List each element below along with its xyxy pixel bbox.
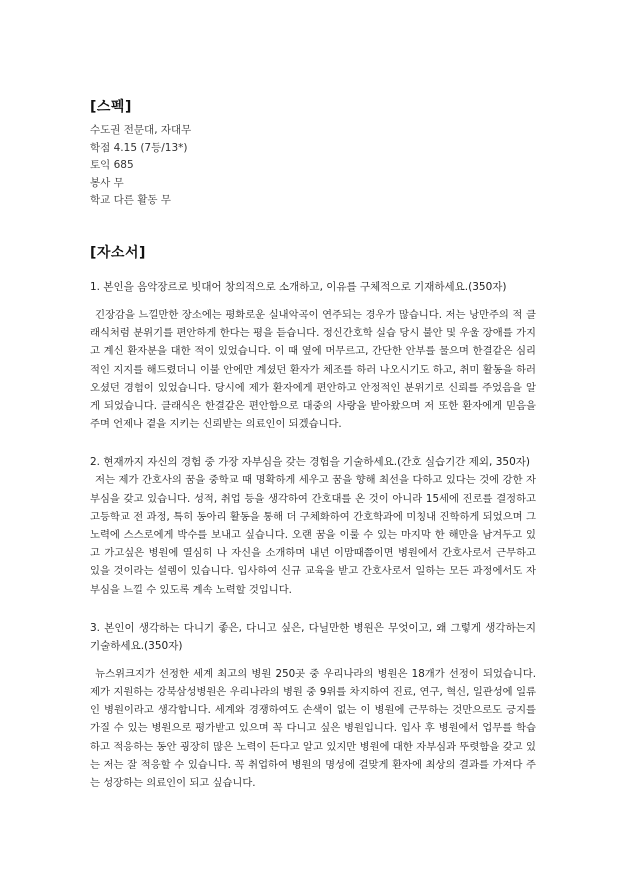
essay-question: 2. 현재까지 자신의 경험 중 가장 자부심을 갖는 경험을 기술하세요.(간호 실습기간 제외, 350자)	[90, 456, 530, 469]
essay-heading: [자소서]	[90, 244, 146, 261]
essay-answer: 저는 제가 간호사의 꿈을 중학교 때 명확하게 세우고 꿈을 향해 최선을 다하고 있다는 것에 강한 자부심을 갖고 있습니다. 성적, 취업 등을 생각하여 간호대를 온 것이 아니라 15세에 진로를 결정하고 고등학교 전 과정, 특히 동아리 활동을 통해 더 구체화하여 간호학과에 미칭내 진학하게 되었으며 그 노력에 스스로에게 박수를 보내고 싶습니다. 오랜 꿈을 이룰 수 있는 마지막 한 해만을 남겨두고 있고 가고싶은 병원에 열심히 나 자신을 소개하며 내년 이맘때쯤이면 병원에서 간호사로서 근무하고 있을 것이라는 설렘이 있습니다. 입사하여 신규 교육을 받고 간호사로서 일하는 모든 과정에서도 자부심을 느낄 수 있도록 계속 노력할 것입니다.	[90, 474, 536, 596]
document-body	[90, 96, 536, 792]
essay-item-2	[90, 453, 536, 598]
spec-gpa: 학점 4.15 (7등/13*)	[90, 141, 188, 154]
essay-answer: 긴장감을 느낄만한 장소에는 평화로운 실내악곡이 연주되는 경우가 많습니다. 저는 낭만주의 적 클래식처럼 분위기를 편안하게 한다는 평을 듣습니다. 정신간호학 실습 당시 불안 및 우울 장애를 가지고 계신 환자분을 대한 적이 있었습니다. 이 때 옆에 머무르고, 간단한 안부를 물으며 한결같은 심리적인 지지를 해드렸더니 이불 안에만 계셨던 환자가 체조를 하러 나오시기도 하고, 취미 활동을 하러 오셨던 경험이 있었습니다. 당시에 제가 환자에게 편안하고 안정적인 분위기로 신뢰를 주었음을 알게 되었습니다. 클래식은 한결같은 편안함으로 대중의 사랑을 받아왔으며 저 또한 환자에게 믿음을 주며 언제나 곁을 지키는 신뢰받는 의료인이 되겠습니다.	[90, 308, 536, 431]
essay-question: 3. 본인이 생각하는 다니기 좋은, 다니고 싶은, 다닐만한 병원은 무엇이고, 왜 그렇게 생각하는지 기술하세요.(350자)	[90, 621, 536, 652]
essay-item-1	[90, 278, 536, 433]
spec-heading: [스펙]	[90, 99, 132, 115]
spec-activities: 학교 다른 활동 무	[90, 194, 172, 207]
essay-item-3	[90, 619, 536, 792]
essay-question: 1. 본인을 음악장르로 빗대어 창의적으로 소개하고, 이유를 구체적으로 기재하세요.(350자)	[90, 280, 507, 293]
essay-answer: 뉴스위크지가 선정한 세계 최고의 병원 250곳 중 우리나라의 병원은 18개가 선정이 되었습니다. 제가 지원하는 강북삼성병원은 우리나라의 병원 중 9위를 차지하여 진료, 연구, 혁신, 일관성에 일류인 병원이라고 생각합니다. 세계와 경쟁하여도 손색이 없는 이 병원에 근무하는 것만으로도 긍지를 가질 수 있는 병원으로 평가받고 있으며 꼭 다니고 싶은 병원입니다. 입사 후 병원에서 업무를 학습하고 적응하는 동안 굉장히 많은 노력이 든다고 알고 있지만 병원에 대한 자부심과 뚜렷함을 갖고 있는 저는 잘 적응할 수 있습니다. 꼭 취업하여 병원의 명성에 걸맞게 환자에 최상의 결과를 가져다 주는 성장하는 의료인이 되고 싶습니다.	[90, 667, 536, 790]
spec-toeic: 토익 685	[90, 159, 134, 172]
spec-volunteer: 봉사 무	[90, 176, 124, 189]
spec-list	[90, 122, 536, 210]
spec-school: 수도권 전문대, 자대무	[90, 124, 192, 136]
